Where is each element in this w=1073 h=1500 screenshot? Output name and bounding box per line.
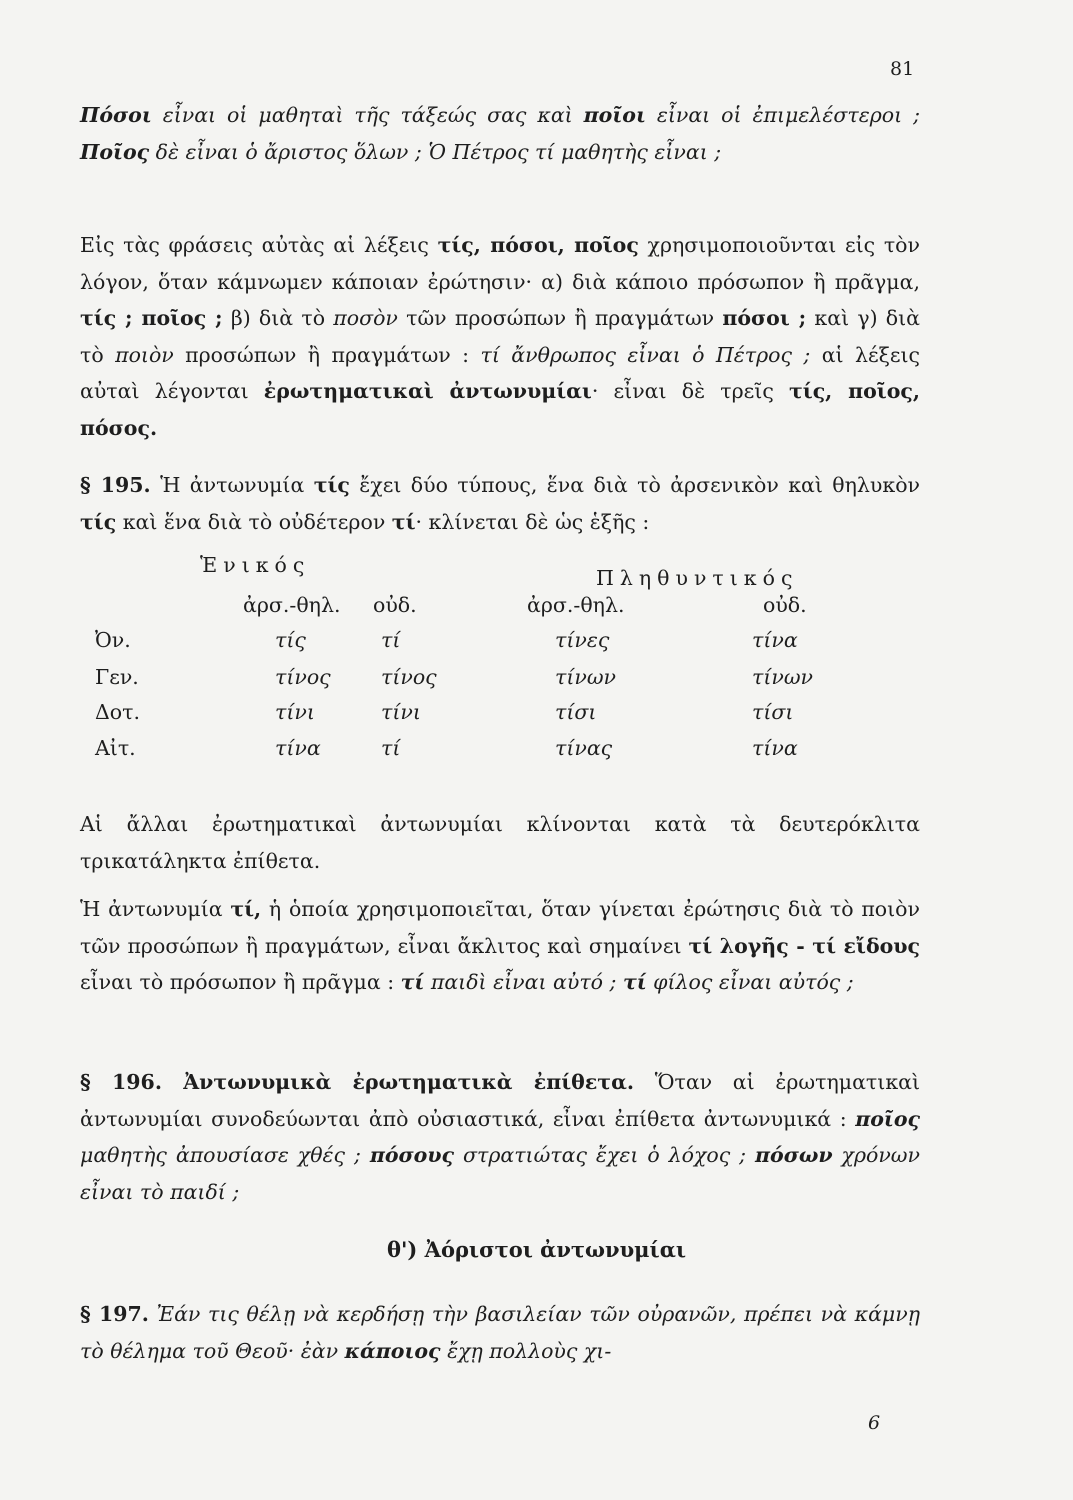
text-run: ἡ ὁποία χρησιμοποιεῖται, ὅταν γίνεται ἐρώτησις διὰ τὸ ποιὸν τῶν προσώπων ἢ πραγμάτων, εἶναι ἄκλιτος καὶ σημαίνει — [80, 897, 920, 958]
italic-example: παιδὶ εἶναι αὐτό ; — [424, 970, 623, 994]
bold-word: πόσων — [755, 1143, 833, 1167]
text-run: εἶναι οἱ μαθηταὶ τῆς τάξεώς σας καὶ — [151, 103, 584, 127]
form-cell: τίνι — [275, 700, 315, 724]
section-heading: θ') Ἀόριστοι ἀντωνυμίαι — [386, 1237, 687, 1262]
text-run: ἔχει δύο τύπους, ἕνα διὰ τὸ ἀρσενικὸν καὶ θηλυκὸν — [349, 473, 920, 497]
text-run: εἶναι τὸ πρόσωπον ἢ πρᾶγμα : — [80, 970, 401, 994]
italic-example: μαθητὴς ἀπουσίασε χθές ; — [80, 1143, 370, 1167]
italic-word: ποσὸν — [333, 306, 398, 330]
paragraph-other-pronouns: Αἱ ἄλλαι ἐρωτηματικαὶ ἀντωνυμίαι κλίνονται κατὰ τὰ δευτερόκλιτα τρικατάληκτα ἐπίθετα. — [80, 812, 920, 873]
text-run: Ἡ ἀντωνυμία — [80, 897, 231, 921]
text-run: αἱ λέξεις αὐταὶ λέγονται — [80, 342, 921, 403]
text-run: β) διὰ τὸ — [222, 306, 334, 330]
italic-example: τί ἄνθρωπος εἶναι ὁ Πέτρος ; — [480, 342, 811, 367]
text-run: καὶ ἕνα διὰ τὸ οὐδέτερον — [116, 509, 392, 534]
bold-word: τί — [622, 970, 647, 994]
case-label: Ὀν. — [95, 628, 131, 652]
text-run: καὶ γ) διὰ τὸ — [80, 306, 921, 367]
form-cell: τίς — [275, 628, 306, 652]
form-cell: τίνι — [381, 700, 421, 724]
text-run: τῶν προσώπων ἢ πραγμάτων — [397, 306, 723, 330]
page-number: 81 — [890, 58, 915, 80]
bold-word: ποῖος — [855, 1106, 920, 1131]
paragraph-questions — [80, 97, 920, 170]
section-number: § 196. — [80, 1070, 162, 1094]
italic-example: φίλος εἶναι αὐτός ; — [646, 970, 854, 994]
case-label: Γεν. — [95, 665, 139, 689]
italic-example: χρόνων εἶναι τὸ παιδί ; — [80, 1143, 920, 1204]
italic-example: ἔχῃ πολλοὺς χι- — [440, 1338, 612, 1363]
bold-word: τί — [400, 970, 425, 994]
subheader-cell: ἀρσ.-θηλ. — [243, 593, 341, 617]
text-run: Εἰς τὰς φράσεις αὐτὰς αἱ λέξεις — [80, 233, 438, 257]
form-cell: τί — [381, 628, 401, 652]
bold-word: τί — [391, 509, 416, 534]
italic-example: Ἐάν τις θέλῃ νὰ κερδήσῃ τὴν βασιλείαν τῶν οὐρανῶν, πρέπει νὰ κάμνῃ τὸ θέλημα τοῦ Θεοῦ· ἐὰν — [80, 1302, 920, 1363]
text-run: · κλίνεται δὲ ὡς ἑξῆς : — [415, 509, 650, 534]
text-run: χρησιμοποιοῦνται εἰς τὸν λόγον, ὅταν κάμνωμεν κάποιαν ἐρώτησιν· α) διὰ κάποιο πρόσωπον ἢ πρᾶγμα, — [80, 233, 920, 294]
bold-word: πόσους — [369, 1143, 455, 1167]
case-label: Δοτ. — [95, 700, 141, 724]
text-run: Ὅταν αἱ ἐρωτηματικαὶ ἀντωνυμίαι συνοδεύωνται ἀπὸ οὐσιαστικά, εἶναι ἐπίθετα ἀντωνυμικά : — [80, 1070, 921, 1131]
italic-example: στρατιώτας ἔχει ὁ λόχος ; — [454, 1143, 756, 1167]
paragraph-explanation — [80, 227, 920, 446]
form-cell: τίνων — [555, 665, 617, 689]
bold-word: τί, — [230, 897, 262, 921]
section-197 — [80, 1296, 920, 1369]
form-cell: τίνας — [555, 736, 613, 760]
section-195 — [80, 467, 920, 540]
form-cell: τί — [381, 736, 401, 760]
text-run: δὲ εἶναι ὁ ἄριστος ὅλων ; Ὁ Πέτρος τί μαθητὴς εἶναι ; — [149, 139, 722, 164]
form-cell: τίνες — [555, 628, 610, 652]
header-singular: Ἑνικός — [200, 553, 311, 577]
bold-word: τίς — [313, 473, 350, 497]
form-cell: τίνος — [275, 665, 331, 689]
italic-word: ποιὸν — [115, 342, 174, 367]
bold-word: τίς, πόσοι, ποῖος — [437, 233, 639, 257]
subheader-cell: οὐδ. — [763, 593, 807, 617]
bold-word: ποῖοι — [583, 103, 646, 127]
section-196 — [80, 1064, 920, 1210]
bold-term: ἐρωτηματικαὶ ἀντωνυμίαι — [263, 379, 592, 403]
case-label: Αἰτ. — [95, 736, 136, 760]
folio-number: 6 — [868, 1412, 881, 1434]
header-plural: Πληθυντικός — [596, 566, 799, 590]
subheader-cell: ἀρσ.-θηλ. — [527, 593, 625, 617]
bold-word: Ποῖος — [80, 139, 150, 164]
bold-term: τί λογῆς - τί εἴδους — [688, 933, 920, 958]
form-cell: τίνων — [752, 665, 814, 689]
section-number: § 197. — [80, 1302, 149, 1326]
text-run: εἶναι οἱ ἐπιμελέστεροι ; — [645, 103, 920, 127]
section-number: § 195. — [80, 473, 151, 497]
text-run: Ἡ ἀντωνυμία — [150, 473, 314, 497]
bold-word: Πόσοι — [80, 103, 152, 127]
form-cell: τίνος — [381, 665, 437, 689]
text-run: · εἶναι δὲ τρεῖς — [591, 379, 789, 403]
subheader-cell: οὐδ. — [373, 593, 417, 617]
form-cell: τίσι — [555, 700, 597, 724]
paragraph-ti — [80, 891, 920, 1001]
form-cell: τίνα — [275, 736, 321, 760]
form-cell: τίσι — [752, 700, 794, 724]
bold-word: τίς — [80, 509, 117, 534]
section-title: Ἀντωνυμικὰ ἐρωτηματικὰ ἐπίθετα. — [161, 1070, 635, 1094]
bold-word: τίς, ποῖος, πόσος. — [80, 379, 921, 440]
form-cell: τίνα — [752, 628, 798, 652]
bold-word: τίς ; ποῖος ; — [80, 306, 223, 330]
bold-word: κάποιος — [344, 1338, 441, 1363]
text-run: προσώπων ἢ πραγμάτων : — [173, 342, 481, 367]
bold-word: πόσοι ; — [722, 306, 807, 330]
form-cell: τίνα — [752, 736, 798, 760]
